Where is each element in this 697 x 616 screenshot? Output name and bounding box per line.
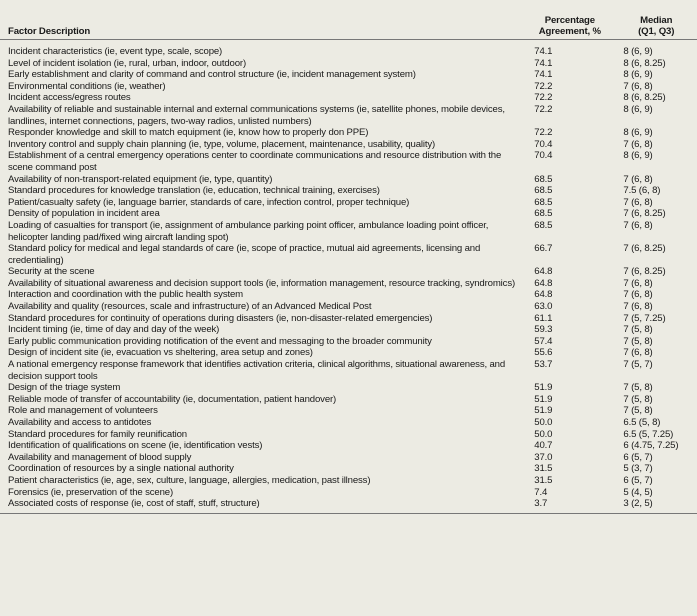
median-cell: 7 (6, 8) (623, 138, 653, 150)
table-row (0, 220, 697, 243)
median-cell: 6 (5, 7) (623, 451, 653, 463)
percentage-agreement-cell: 7.4 (534, 486, 548, 498)
percentage-agreement-cell: 31.5 (534, 463, 553, 475)
table-row (0, 58, 697, 70)
table-row (0, 394, 697, 406)
percentage-agreement-cell: 37.0 (534, 451, 553, 463)
table-row (0, 475, 697, 487)
percentage-agreement-cell: 68.5 (534, 219, 553, 231)
factor-description-cell: Level of incident isolation (ie, rural, urban, indoor, outdoor) (8, 57, 247, 69)
table-row (0, 81, 697, 93)
median-cell: 8 (6, 9) (623, 103, 653, 115)
percentage-agreement-cell: 53.7 (534, 359, 553, 371)
median-cell: 8 (6, 8.25) (623, 57, 666, 69)
factor-description-cell: Loading of casualties for transport (ie, assignment of ambulance parking point officer, ambulance loading point officer, helicopter landing pad/fixed wing aircraft landing spot) (8, 219, 489, 243)
factor-description-cell: A national emergency response framework that identifies activation criteria, clinical algorithms, situational awareness, and decision support tools (8, 359, 506, 382)
factor-description-cell: Forensics (ie, preservation of the scene) (8, 486, 174, 498)
factor-description-cell: Incident access/egress routes (8, 92, 131, 104)
median-cell: 7 (6, 8) (623, 219, 653, 231)
header-factor-description: Factor Description (0, 0, 524, 40)
table-row (0, 429, 697, 441)
median-cell: 6.5 (5, 7.25) (623, 428, 674, 440)
median-cell: 8 (6, 9) (623, 69, 653, 81)
factor-description-cell: Density of population in incident area (8, 208, 160, 220)
median-cell: 6 (4.75, 7.25) (623, 440, 679, 452)
median-cell: 7 (5, 8) (623, 393, 653, 405)
table-row (0, 289, 697, 301)
header-median: Median (Q1, Q3) (615, 0, 697, 40)
percentage-agreement-cell: 51.9 (534, 405, 553, 417)
table-row (0, 301, 697, 313)
factor-description-cell: Availability of situational awareness and decision support tools (ie, information management, resource tracking, syndromics) (8, 277, 516, 289)
table-row (0, 69, 697, 81)
factor-description-cell: Security at the scene (8, 266, 95, 278)
table-row (0, 498, 697, 513)
factor-description-cell: Standard procedures for knowledge translation (ie, education, technical training, exercises) (8, 185, 380, 197)
table-row (0, 243, 697, 266)
factor-description-cell: Environmental conditions (ie, weather) (8, 80, 166, 92)
median-cell: 7 (6, 8) (623, 80, 653, 92)
percentage-agreement-cell: 3.7 (524, 498, 615, 513)
percentage-agreement-cell: 68.5 (534, 208, 553, 220)
factor-description-cell: Incident timing (ie, time of day and day of the week) (8, 324, 220, 336)
factor-description-cell: Patient/casualty safety (ie, language barrier, standards of care, infection control, proper technique) (8, 196, 410, 208)
factor-description-cell: Early public communication providing notification of the event and messaging to the broader community (8, 335, 432, 347)
median-cell: 7 (6, 8) (623, 289, 653, 301)
median-cell: 7.5 (6, 8) (623, 185, 661, 197)
percentage-agreement-cell: 68.5 (534, 173, 553, 185)
median-cell: 7 (5, 7.25) (623, 312, 666, 324)
median-cell: 7 (5, 8) (623, 324, 653, 336)
table-row (0, 452, 697, 464)
table-row (0, 150, 697, 173)
median-cell: 7 (6, 8.25) (623, 208, 666, 220)
table-row (0, 336, 697, 348)
percentage-agreement-cell: 72.2 (534, 127, 553, 139)
table-body (0, 40, 697, 514)
median-cell: 5 (4, 5) (623, 486, 653, 498)
percentage-agreement-cell: 63.0 (534, 301, 553, 313)
median-cell: 7 (5, 8) (623, 382, 653, 394)
factor-description-cell: Early establishment and clarity of command and control structure (ie, incident management system) (8, 69, 416, 81)
median-cell: 8 (6, 8.25) (623, 92, 666, 104)
table-row (0, 347, 697, 359)
table-row (0, 278, 697, 290)
percentage-agreement-cell: 70.4 (534, 138, 553, 150)
table-row (0, 185, 697, 197)
factor-description-cell: Coordination of resources by a single national authority (8, 463, 234, 475)
factor-description-cell: Patient characteristics (ie, age, sex, culture, language, allergies, medication, past illness) (8, 474, 371, 486)
percentage-agreement-cell: 64.8 (534, 289, 553, 301)
factor-description-cell: Incident characteristics (ie, event type, scale, scope) (8, 46, 223, 57)
table-row (0, 104, 697, 127)
table-row (0, 324, 697, 336)
median-cell: 7 (5, 8) (623, 335, 653, 347)
table-row (0, 313, 697, 325)
factor-description-cell: Availability and access to antidotes (8, 417, 152, 428)
table-row (0, 359, 697, 382)
factor-description-cell: Identification of qualifications on scene (ie, identification vests) (8, 440, 263, 452)
table-row (0, 139, 697, 151)
median-cell: 7 (6, 8.25) (623, 266, 666, 278)
median-cell: 7 (6, 8) (623, 196, 653, 208)
percentage-agreement-cell: 72.2 (534, 80, 553, 92)
percentage-agreement-cell: 66.7 (534, 243, 553, 255)
percentage-agreement-cell: 57.4 (534, 335, 553, 347)
percentage-agreement-cell: 55.6 (534, 347, 553, 359)
factor-description-cell: Standard policy for medical and legal standards of care (ie, scope of practice, mutual aid agreements, licensing and credentialing) (8, 243, 481, 266)
median-cell: 8 (6, 9) (623, 127, 653, 139)
factor-description-cell: Design of incident site (ie, evacuation vs sheltering, area setup and zones) (8, 347, 313, 359)
percentage-agreement-cell: 74.1 (534, 46, 553, 57)
percentage-agreement-cell: 31.5 (534, 474, 553, 486)
table-row (0, 417, 697, 429)
table-row (0, 463, 697, 475)
median-cell: 8 (6, 9) (623, 46, 653, 57)
median-cell: 7 (6, 8) (623, 301, 653, 313)
median-cell: 7 (5, 8) (623, 405, 653, 417)
factor-description-cell: Design of the triage system (8, 382, 121, 394)
median-cell: 3 (2, 5) (615, 498, 697, 513)
percentage-agreement-cell: 72.2 (534, 103, 553, 115)
factor-description-cell: Standard procedures for family reunification (8, 428, 187, 440)
table-row (0, 405, 697, 417)
percentage-agreement-cell: 64.8 (534, 266, 553, 278)
median-cell: 8 (6, 9) (623, 150, 653, 162)
header-row (0, 0, 697, 40)
percentage-agreement-cell: 50.0 (534, 417, 553, 428)
median-cell: 7 (6, 8) (623, 347, 653, 359)
factor-description-cell: Standard procedures for continuity of operations during disasters (ie, non-disaster-related emergencies) (8, 312, 433, 324)
percentage-agreement-cell: 61.1 (534, 312, 553, 324)
factor-description-cell: Associated costs of response (ie, cost of staff, stuff, structure) (0, 498, 524, 513)
factor-description-cell: Inventory control and supply chain planning (ie, type, volume, placement, maintenance, usability, quality) (8, 138, 436, 150)
percentage-agreement-cell: 64.8 (534, 277, 553, 289)
header-percentage-agreement: Percentage Agreement, % (524, 0, 615, 40)
factor-description-cell: Availability of non-transport-related equipment (ie, type, quantity) (8, 173, 273, 185)
percentage-agreement-cell: 72.2 (534, 92, 553, 104)
median-cell: 6.5 (5, 8) (623, 417, 661, 428)
percentage-agreement-cell: 50.0 (534, 428, 553, 440)
factor-description-cell: Responder knowledge and skill to match equipment (ie, know how to properly don PPE) (8, 127, 369, 139)
median-cell: 5 (3, 7) (623, 463, 653, 475)
percentage-agreement-cell: 74.1 (534, 69, 553, 81)
factor-description-cell: Availability of reliable and sustainable internal and external communications systems (ie, satellite phones, mobile devices, landlines, internet connections, pagers, two-way radios, unlisted numbers) (8, 103, 505, 127)
table-row (0, 382, 697, 394)
factor-description-cell: Reliable mode of transfer of accountability (ie, documentation, patient handover) (8, 393, 337, 405)
percentage-agreement-cell: 68.5 (534, 185, 553, 197)
table-row (0, 127, 697, 139)
percentage-agreement-cell: 68.5 (534, 196, 553, 208)
median-cell: 7 (5, 7) (623, 359, 653, 371)
median-cell: 7 (6, 8) (623, 277, 653, 289)
factor-description-cell: Role and management of volunteers (8, 405, 158, 417)
median-cell: 6 (5, 7) (623, 474, 653, 486)
table-row (0, 208, 697, 220)
factor-description-cell: Interaction and coordination with the public health system (8, 289, 244, 301)
percentage-agreement-cell: 59.3 (534, 324, 553, 336)
table-row (0, 266, 697, 278)
percentage-agreement-cell: 74.1 (534, 57, 553, 69)
median-cell: 7 (6, 8.25) (623, 243, 666, 255)
percentage-agreement-cell: 40.7 (534, 440, 553, 452)
median-cell: 7 (6, 8) (623, 173, 653, 185)
percentage-agreement-cell: 51.9 (534, 382, 553, 394)
table-row (0, 440, 697, 452)
percentage-agreement-cell: 70.4 (534, 150, 553, 162)
table-header (0, 0, 697, 40)
factor-description-cell: Availability and management of blood supply (8, 451, 192, 463)
table-row (0, 40, 697, 58)
table-row (0, 197, 697, 209)
factor-description-cell: Establishment of a central emergency operations center to coordinate communications and resource distribution with the scene command post (8, 150, 502, 173)
table-row (0, 92, 697, 104)
table-row (0, 487, 697, 499)
factor-description-cell: Availability and quality (resources, scale and infrastructure) of an Advanced Medical Post (8, 301, 372, 313)
table-row (0, 174, 697, 186)
percentage-agreement-cell: 51.9 (534, 393, 553, 405)
